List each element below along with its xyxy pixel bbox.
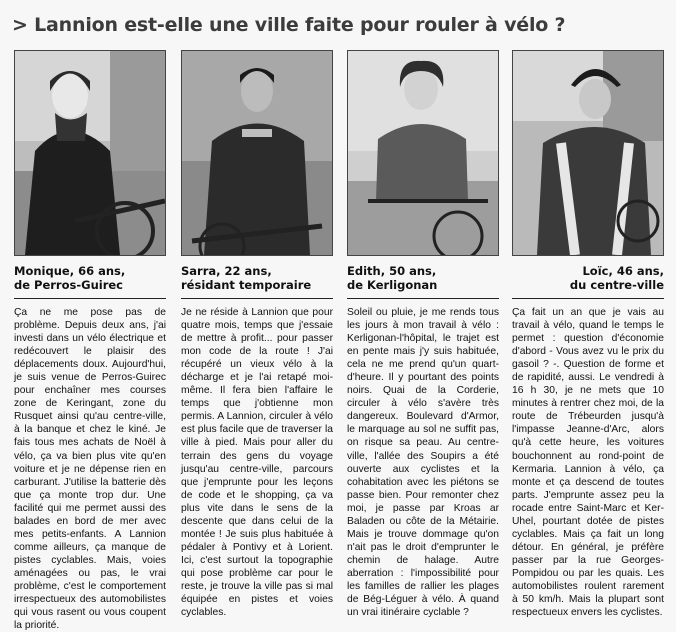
divider (181, 298, 333, 299)
interview-column-4 (512, 50, 664, 619)
portrait-photo-loic (512, 50, 664, 256)
interviewee-name: Edith, 50 ans, (347, 264, 437, 278)
interviewee-name: Sarra, 22 ans, (181, 264, 272, 278)
portrait-photo-monique (14, 50, 166, 256)
interview-column-2 (181, 50, 333, 619)
interviewee-place: de Perros-Guirec (14, 278, 123, 292)
interviewee-caption (512, 264, 664, 292)
portrait-photo-sarra (181, 50, 333, 256)
interview-text: Soleil ou pluie, je me rends tous les jours à mon travail à vélo : Kerligonan-l'hôpital, le trajet est en pente mais j'y suis habituée, cela ne me prend qu'un quart-d'heure. Il y pourtant des points noirs. Quai de la Corderie, circuler à vélo s'avère très dangereux. Boulevard d'Armor, le marquage au sol ne suffit pas, on risque sa peau. Au centre-ville, l'allée des Soupirs a été ouverte aux cyclistes et la cohabitation avec les piétons se passe bien. Pour remonter chez moi, je passe par Kroas ar Baladen ou côte de la Métairie. Mais je trouve dommage qu'on n'ait pas le droit d'emprunter le chemin de halage. Autre aberration : l'impossibilité pour les familles de rallier les plages de Bég-Léguer à vélo. À quand un vrai itinéraire cyclable ? (347, 307, 499, 619)
interview-text: Ça ne me pose pas de problème. Depuis deux ans, j'ai investi dans un vélo électrique et redécouvert le plaisir des déplacements doux. Aujourd'hui, je suis venue de Perros-Guirec pour enchaîner mes courses zone de Keringant, zone du Rusquet ainsi qu'au centre-ville, à la banque et chez le kiné. Je fais tous mes achats de Noël à vélo, ça va bien plus vite qu'en voiture et je ne dépense rien en carburant. J'utilise la batterie dès que ça monte trop dur. Une facilité qui me permet aussi des balades en bord de mer avec mes petits-enfants. A Lannion comme ailleurs, ça manque de pistes cyclables. Mais, voies aménagées ou pas, le vrai problème, c'est le comportement irrespectueux des automobilistes qui vous rasent ou vous coupent la priorité. (14, 307, 166, 632)
interview-column-3 (347, 50, 499, 619)
interviewee-place: du centre-ville (569, 278, 664, 292)
headline: > Lannion est-elle une ville faite pour rouler à vélo ? (12, 14, 566, 36)
interviewee-name: Loïc, 46 ans, (582, 264, 664, 278)
interviewee-place: résidant temporaire (181, 278, 312, 292)
divider (512, 298, 664, 299)
interview-text: Je ne réside à Lannion que pour quatre mois, temps que j'essaie de mettre à profit... pour passer mon code de la route ! J'ai récupéré un vieux vélo à la décharge et je l'ai retapé moi-même. Il fera bien l'affaire le temps que j'obtienne mon permis. A Lannion, circuler à vélo est plus facile que de traverser la ville à pied. Mais pour aller du terrain des gens du voyage jusqu'au centre-ville, parcours que j'emprunte pour les leçons de code et le shopping, ça va plus vite dans le sens de la descente que dans celui de la montée ! Je suis plus habituée à pédaler à Pontivy et à Lorient. Ici, c'est surtout la topographie qui pose problème car pour le reste, je trouve la ville pas si mal équipée en pistes et voies cyclables. (181, 307, 333, 619)
divider (347, 298, 499, 299)
interview-column-1 (14, 50, 166, 632)
interviewee-place: de Kerligonan (347, 278, 438, 292)
interviewee-caption (14, 264, 166, 292)
interviewee-name: Monique, 66 ans, (14, 264, 126, 278)
portrait-photo-edith (347, 50, 499, 256)
interviewee-caption (181, 264, 333, 292)
interview-text: Ça fait un an que je vais au travail à vélo, quand le temps le permet : question d'économie d'abord - Vous avez vu le prix du gasoil ? -. Question de forme et de rapidité, aussi. Le vendredi à 16 h 30, je ne mets que 10 minutes à rentrer chez moi, de la route de Trébeurden jusqu'à l'impasse Jeanne-d'Arc, alors qu'à cette heure, les voitures bouchonnent au rond-point de Kermaria. Lannion à vélo, ça monte et ça descend de toutes parts. J'emprunte assez peu la rocade entre Saint-Marc et Ker-Uhel, pourtant dotée de pistes cyclables. Mais ça fait un long détour. En général, je préfère passer par la rue Georges-Pompidou ou par les quais. Les automobilistes roulent rarement à 50 km/h. Mais la plupart sont respectueux envers les cyclistes. (512, 307, 664, 619)
interviewee-caption (347, 264, 499, 292)
divider (14, 298, 166, 299)
